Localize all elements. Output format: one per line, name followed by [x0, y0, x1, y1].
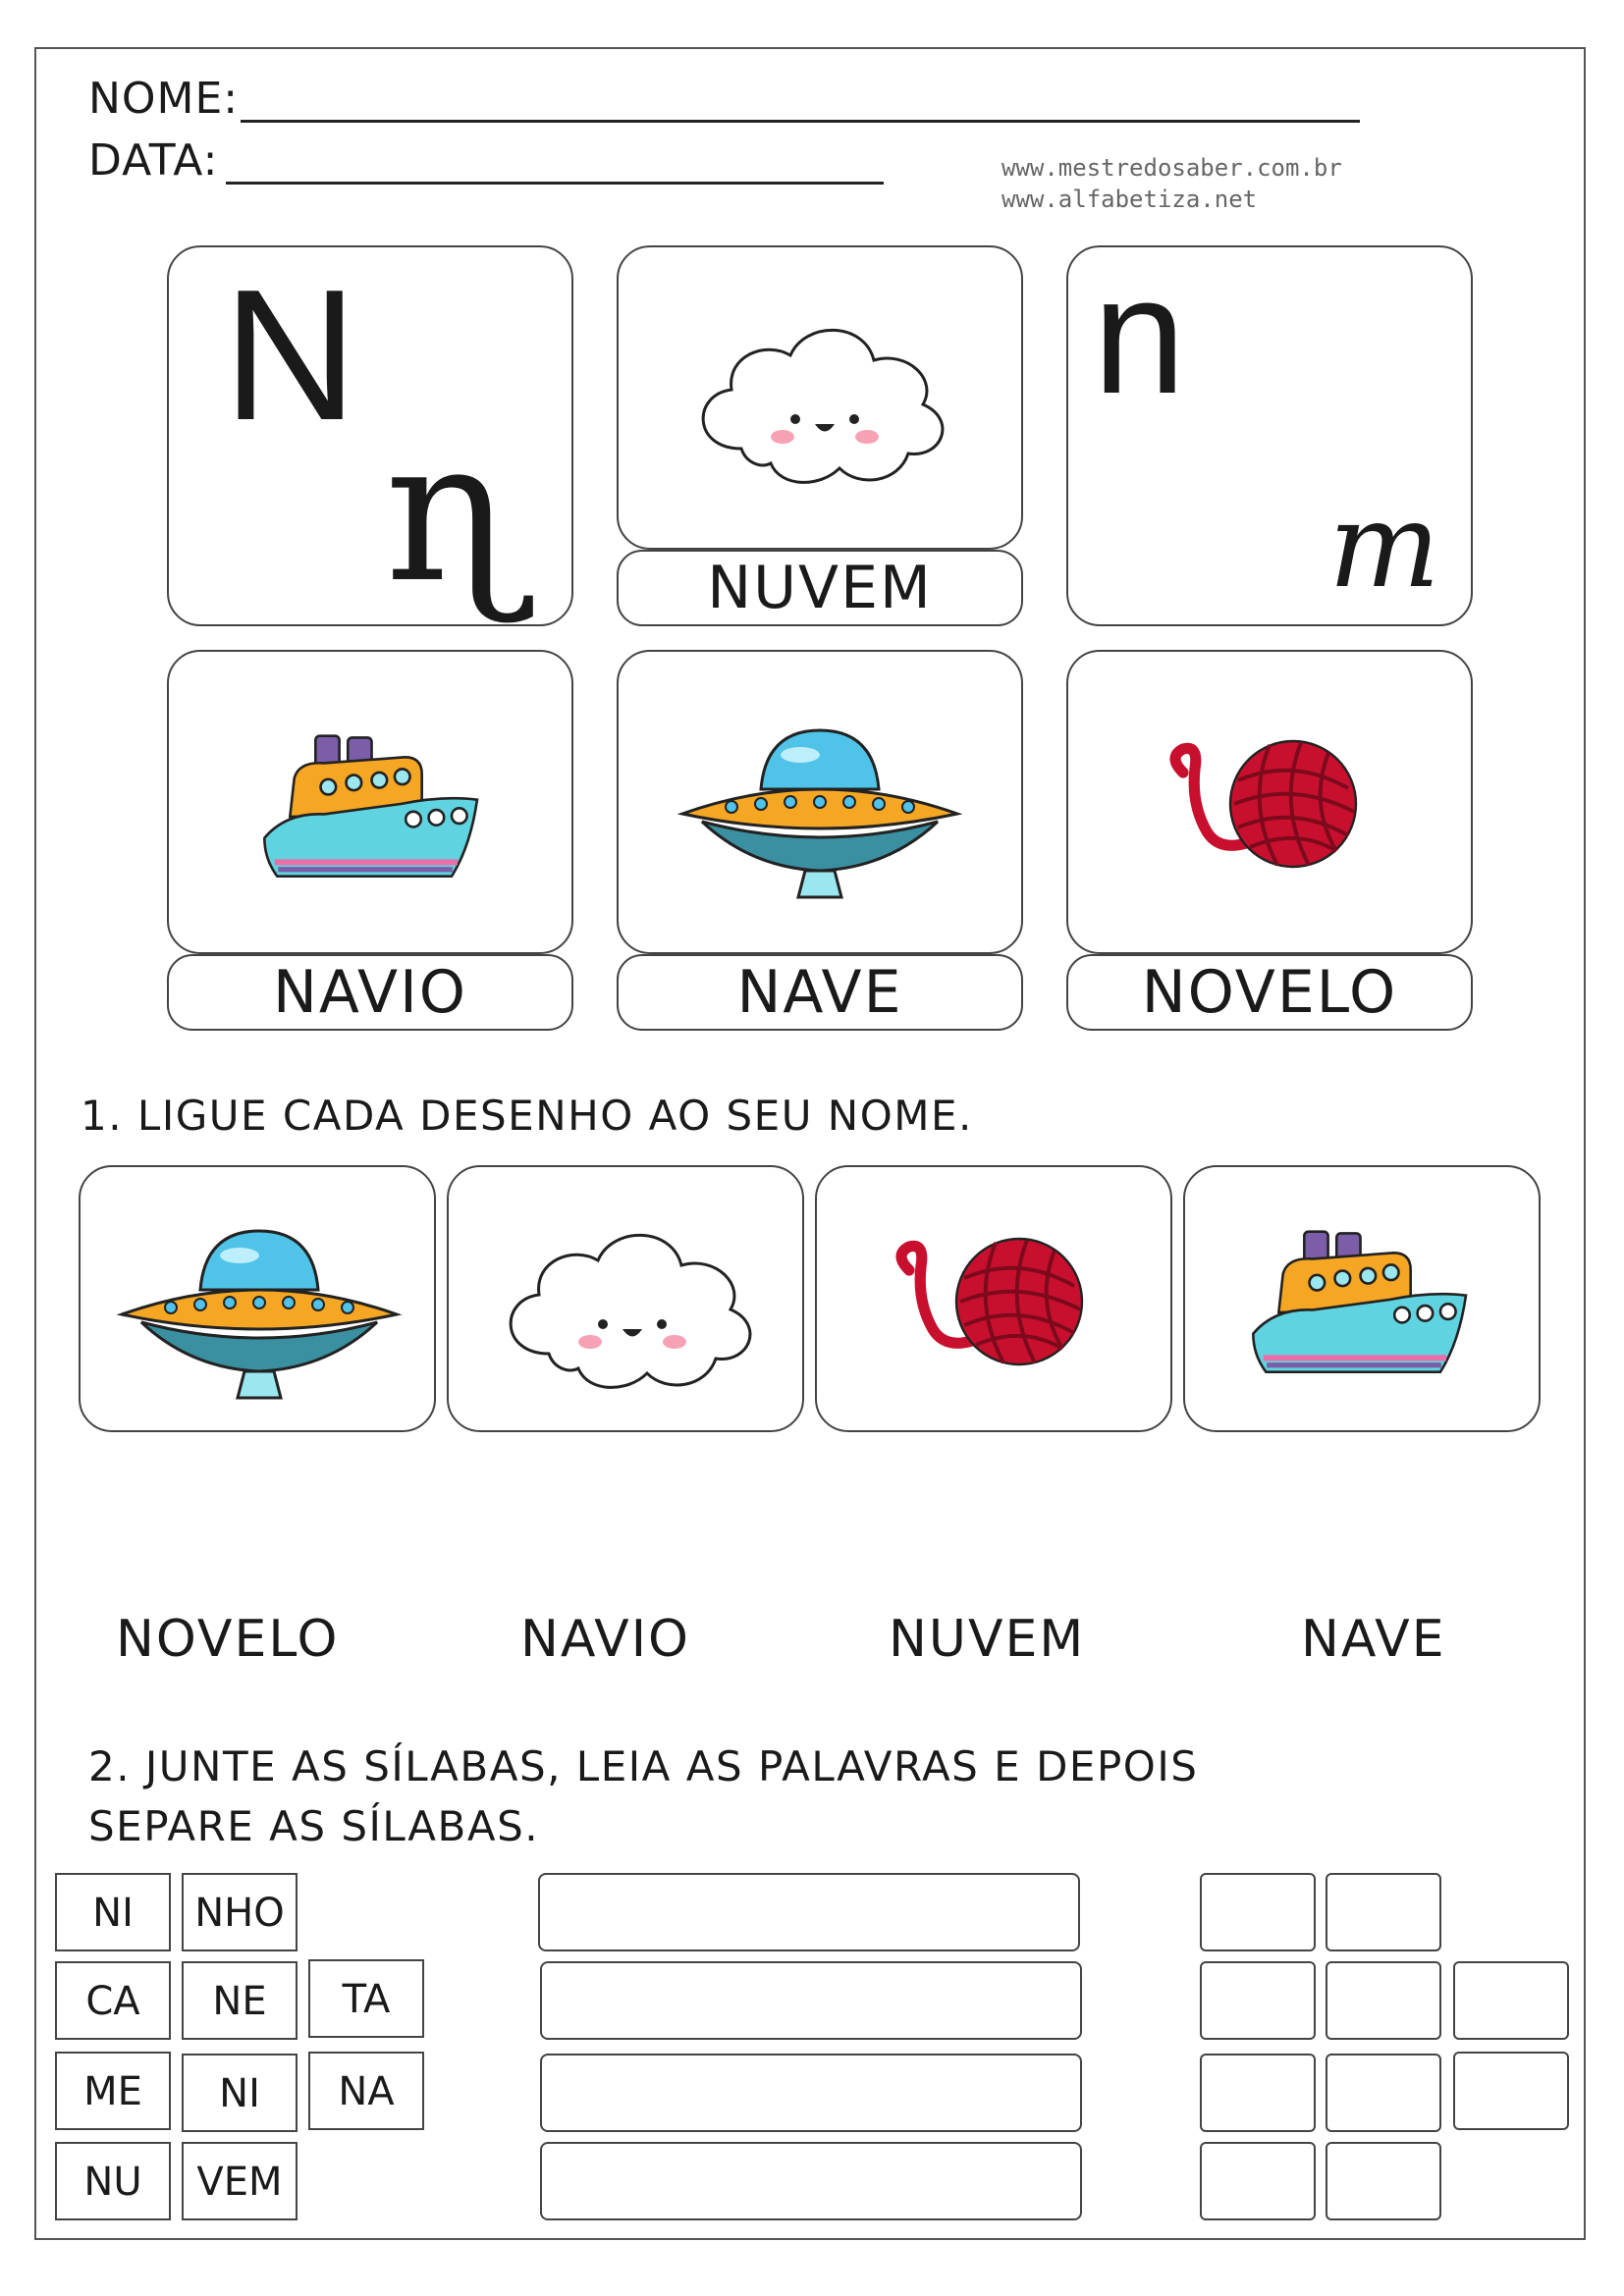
name-label: NOME:: [88, 74, 240, 124]
syllable-answer-box[interactable]: [1200, 1873, 1316, 1951]
word-answer-box[interactable]: [540, 1961, 1082, 2040]
card-navio-label: NAVIO: [167, 954, 573, 1031]
yarn-ball-icon: [1152, 721, 1387, 887]
word-answer-box[interactable]: [540, 2054, 1082, 2132]
date-line[interactable]: [226, 142, 884, 185]
syllable-answer-box[interactable]: [1326, 1961, 1441, 2040]
syllable-answer-box[interactable]: [1453, 2052, 1569, 2130]
word-answer-box[interactable]: [538, 1873, 1080, 1951]
match-word-nave[interactable]: NAVE: [1301, 1610, 1446, 1669]
uppercase-cursive-letter: ɳ: [385, 398, 521, 626]
match-picture-yarn[interactable]: [815, 1165, 1172, 1432]
ufo-icon: [673, 706, 967, 902]
match-picture-ufo[interactable]: [79, 1165, 436, 1432]
syllable-answer-box[interactable]: [1453, 1961, 1569, 2040]
exercise-2-instruction-line1: 2. JUNTE AS SÍLABAS, LEIA AS PALAVRAS E DEPOIS: [88, 1742, 1199, 1790]
syllable-box: NU: [55, 2142, 171, 2220]
syllable-answer-box[interactable]: [1200, 2142, 1316, 2220]
match-word-navio[interactable]: NAVIO: [520, 1610, 690, 1669]
exercise-2-instruction-line2: SEPARE AS SÍLABAS.: [88, 1802, 540, 1850]
syllable-answer-box[interactable]: [1200, 2054, 1316, 2132]
card-nuvem-label: NUVEM: [617, 550, 1023, 626]
ufo-icon: [112, 1206, 406, 1403]
card-novelo-picture: [1066, 650, 1473, 954]
syllable-box: NE: [182, 1961, 298, 2040]
ship-icon: [247, 716, 503, 892]
date-label: DATA:: [88, 135, 219, 186]
syllable-answer-box[interactable]: [1326, 2142, 1441, 2220]
site-url-2: www.alfabetiza.net: [1001, 186, 1258, 213]
syllable-answer-box[interactable]: [1326, 1873, 1441, 1951]
syllable-box: NI: [55, 1873, 171, 1951]
syllable-box: NI: [182, 2054, 298, 2132]
syllable-box: ME: [55, 2052, 171, 2130]
syllable-answer-box[interactable]: [1326, 2054, 1441, 2132]
match-word-nuvem[interactable]: NUVEM: [889, 1610, 1086, 1669]
card-nave-picture: [617, 650, 1023, 954]
syllable-box: TA: [308, 1959, 424, 2038]
syllable-box: CA: [55, 1961, 171, 2040]
exercise-1-instruction: 1. LIGUE CADA DESENHO AO SEU NOME.: [81, 1092, 973, 1140]
uppercase-print-letter: N: [223, 251, 358, 459]
card-novelo-label: NOVELO: [1066, 954, 1473, 1031]
syllable-answer-box[interactable]: [1200, 1961, 1316, 2040]
card-nuvem-picture: [617, 245, 1023, 550]
name-line[interactable]: [241, 80, 1360, 123]
word-answer-box[interactable]: [540, 2142, 1082, 2220]
syllable-box: NHO: [182, 1873, 298, 1951]
ship-icon: [1236, 1211, 1491, 1388]
lowercase-letter-card: [1066, 245, 1473, 626]
syllable-box: VEM: [182, 2142, 298, 2220]
uppercase-letter-card: [167, 245, 573, 626]
cloud-icon: [480, 1206, 775, 1403]
lowercase-cursive-letter: m: [1328, 478, 1440, 614]
card-nave-label: NAVE: [617, 954, 1023, 1031]
cloud-icon: [673, 301, 967, 498]
site-url-1: www.mestredosaber.com.br: [1001, 154, 1342, 182]
match-picture-ship[interactable]: [1183, 1165, 1541, 1432]
match-picture-cloud[interactable]: [447, 1165, 804, 1432]
lowercase-print-letter: n: [1093, 245, 1186, 429]
card-navio-picture: [167, 650, 573, 954]
yarn-ball-icon: [878, 1218, 1113, 1385]
match-word-novelo[interactable]: NOVELO: [116, 1610, 340, 1669]
syllable-box: NA: [308, 2052, 424, 2130]
